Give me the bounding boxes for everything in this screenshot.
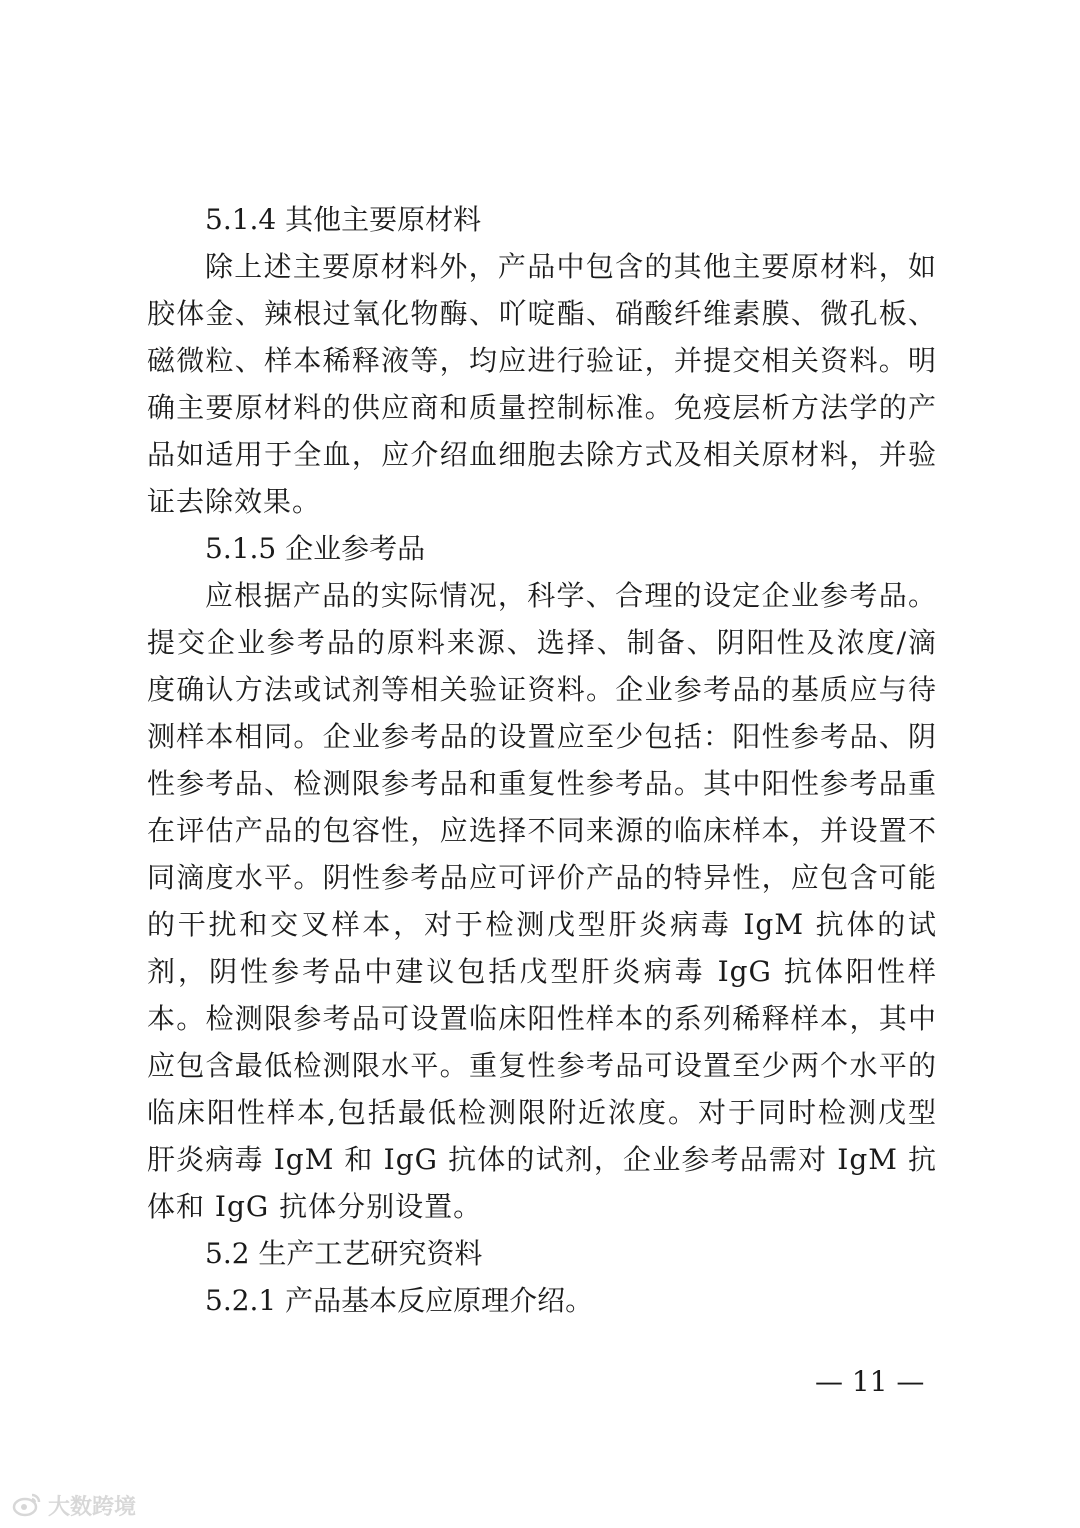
- section-heading-5-2: 5.2 生产工艺研究资料: [205, 1237, 483, 1270]
- section-heading-5-1-5: 5.1.5 企业参考品: [205, 532, 426, 565]
- paragraph-other-materials: 除上述主要原材料外，产品中包含的其他主要原材料，如胶体金、辣根过氧化物酶、吖啶酯、硝酸纤维素膜、微孔板、磁微粒、样本稀释液等，均应进行验证，并提交相关资料。明确主要原材料的供应商和质量控制标准。免疫层析方法学的产品如适用于全血，应介绍血细胞去除方式及相关原材料，并验证去除效果。: [147, 250, 937, 518]
- page-number: — 11 —: [815, 1365, 925, 1398]
- section-heading-5-1-4: 5.1.4 其他主要原材料: [205, 203, 482, 236]
- watermark-text: 大数跨境: [48, 1495, 137, 1520]
- document-body: [147, 196, 937, 1324]
- weibo-logo-icon: [12, 1491, 42, 1521]
- paragraph-reference-materials: 应根据产品的实际情况，科学、合理的设定企业参考品。提交企业参考品的原料来源、选择、制备、阴阳性及浓度/滴度确认方法或试剂等相关验证资料。企业参考品的基质应与待测样本相同。企业参考品的设置应至少包括：阳性参考品、阴性参考品、检测限参考品和重复性参考品。其中阳性参考品重在评估产品的包容性，应选择不同来源的临床样本，并设置不同滴度水平。阴性参考品应可评价产品的特异性，应包含可能的干扰和交叉样本，对于检测戊型肝炎病毒 IgM 抗体的试剂，阴性参考品中建议包括戊型肝炎病毒 IgG 抗体阳性样本。检测限参考品可设置临床阳性样本的系列稀释样本，其中应包含最低检测限水平。重复性参考品可设置至少两个水平的临床阳性样本,包括最低检测限附近浓度。对于同时检测戊型肝炎病毒 IgM 和 IgG 抗体的试剂，企业参考品需对 IgM 抗体和 IgG 抗体分别设置。: [147, 579, 937, 1223]
- watermark: [12, 1490, 136, 1521]
- section-heading-5-2-1: 5.2.1 产品基本反应原理介绍。: [205, 1284, 594, 1317]
